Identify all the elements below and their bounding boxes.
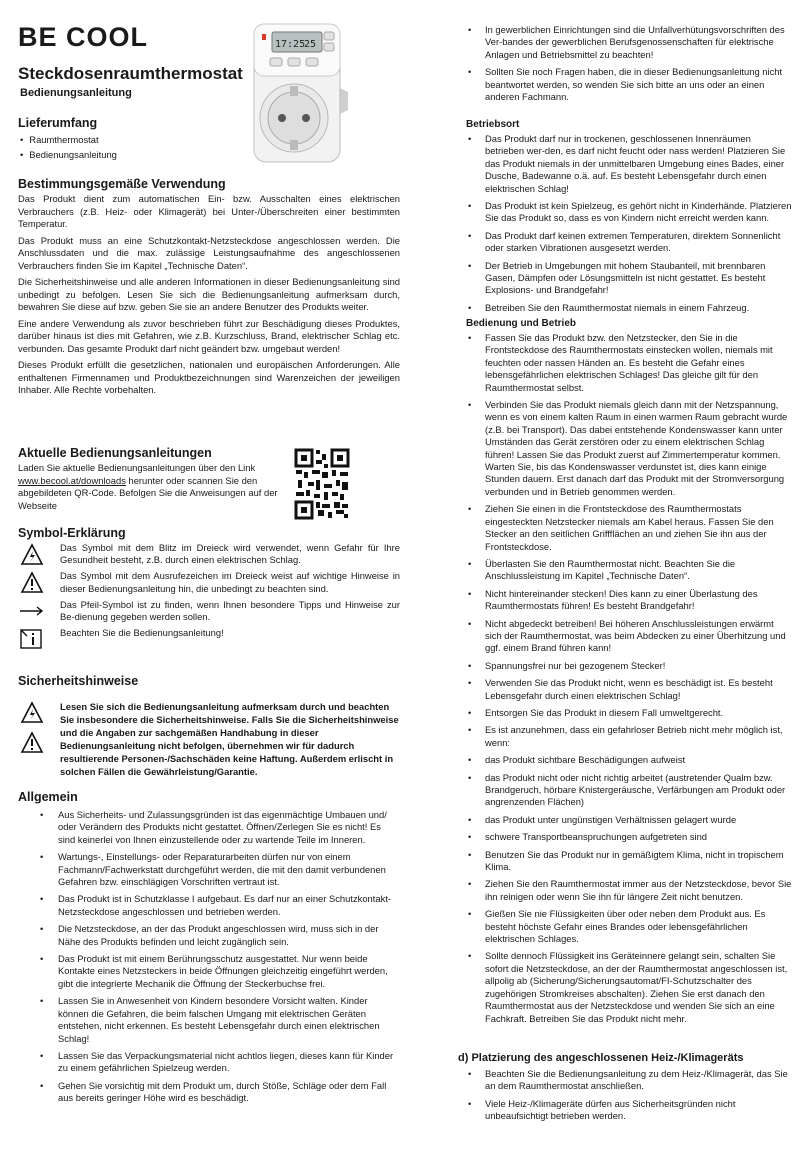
delivery-list: [18, 132, 400, 162]
symbol-description: Das Symbol mit dem Ausrufezeichen im Dreieck weist auf wichtige Hinweise in dieser Bedienungsanleitung hin, die unbedingt zu beachten sind.: [60, 570, 400, 594]
section-heading: Bestimmungsgemäße Verwendung: [18, 177, 226, 191]
section-heading: Aktuelle Bedienungsanleitungen: [18, 446, 212, 460]
list-item: • das Produkt sichtbare Beschädigungen aufweist: [458, 754, 792, 766]
paragraph: Die Sicherheitshinweise und alle anderen Informationen in dieser Bedienungsanleitung sind unbedingt zu befolgen. Lesen Sie sich die Bedienungsanleitung aufmerksam durch, bewahren Sie diese auf bzw. geben Sie sie an andere Benutzer des Produkts weiter.: [18, 276, 400, 312]
list-item: • Verbinden Sie das Produkt niemals gleich dann mit der Netzspannung, wenn es von einem kalten Raum in einen warmen Raum gebracht wurde (z.B. bei Transport). Das dabei entstehende Kondenswasser kann unter Umständen das Gerät zerstören oder zu einem elektrischen Schlag führen! Lassen Sie das Produkt zuerst auf Zimmertemperatur kommen. Warten Sie, bis das Kondenswasser verdunstet ist, dies kann einige Stunden dauern. Erst danach darf das Produkt mit der Stromversorgung verbunden und in Betrieb genommen werden.: [458, 399, 792, 498]
symbol-row: [18, 570, 400, 594]
symbol-description: Das Symbol mit dem Blitz im Dreieck wird verwendet, wenn Gefahr für Ihre Gesundheit besteht, z.B. durch einen elektrischen Schlag.: [60, 542, 400, 566]
list-item: • Nicht hintereinander stecken! Dies kann zu einer Überlastung des Raumthermostats führen! Es besteht Brandgefahr!: [458, 588, 792, 613]
paragraph: Das Produkt dient zum automatischen Ein- bzw. Ausschalten eines elektrischen Verbrauchers (z.B. Heiz- oder Klimagerät) bei Unter-/Überschreiten einer bestimmten Temperatur.: [18, 193, 400, 229]
paragraph: Eine andere Verwendung als zuvor beschrieben führt zur Beschädigung dieses Produktes, darüber hinaus ist dies mit Gefahren, wie z.B. Kurzschluss, Brand, elektrischer Schlag etc. verbunden. Das gesamte Produkt darf nicht geändert bzw. umgebaut werden!: [18, 317, 400, 354]
document-subtitle: Bedienungsanleitung: [20, 87, 132, 99]
section-operation: [458, 318, 792, 1030]
list-item: • Der Betrieb in Umgebungen mit hohem Staubanteil, mit brennbaren Gasen, Dämpfen oder Lösungsmitteln ist nicht gestattet. Es besteht Explosions- und Brandgefahr!: [458, 260, 792, 297]
arrow-right-icon: [18, 599, 60, 623]
section-current-manuals: [18, 446, 293, 516]
section-intended-use: [18, 177, 400, 401]
safety-text: Lesen Sie sich die Bedienungsanleitung aufmerksam durch und beachten Sie insbesondere die Sicherheitshinweise. Falls Sie die Sicherheitshinweise und die Angaben zur sachgemäßen Handhabung in dieser Bedienungsanleitung nicht befolgen, übernehmen wir für dadurch resultierende Personen-/Sachschäden keine Haftung. Außerdem erlischt in solchen Fällen die Gewährleistung/Garantie.: [60, 701, 399, 777]
list-item: • das Produkt nicht oder nicht richtig arbeitet (austretender Qualm bzw. Brandgeruch, hörbare Knistergeräusche, Verfärbungen am Produkt oder angrenzenden Flächen): [458, 772, 792, 809]
list-item: • Sollte dennoch Flüssigkeit ins Geräteinnere gelangt sein, schalten Sie sofort die Netzsteckdose, an der der Raumthermostat angeschlossen ist, allpolig ab (Sicherung/Sicherungsautomat/FI-Schutzschalter des zugehörigen Stromkreises abschalten). Ziehen Sie erst danach den Raumthermostat aus der Netzsteckdose und wenden Sie sich an eine Fachkraft. Betreiben Sie das Produkt nicht mehr.: [458, 950, 792, 1024]
section-operating-location: [458, 119, 792, 319]
list-item: • Wartungs-, Einstellungs- oder Reparaturarbeiten dürfen nur von einem Fachmann/Fachwerkstatt durchgeführt werden, die mit den damit verbundenen Gefahren bzw. einschlägigen Vorschriften vertraut ist.: [30, 851, 400, 888]
list-item: • In gewerblichen Einrichtungen sind die Unfallverhütungsvorschriften des Ver-bandes der gewerblichen Berufsgenossenschaften für elektrische Anlagen und Betriebsmittel zu beachten!: [458, 24, 792, 61]
list-item: • Das Produkt darf keinen extremen Temperaturen, direktem Sonnenlicht oder starken Vibrationen ausgesetzt werden.: [458, 230, 792, 255]
list-item: • Betreiben Sie den Raumthermostat niemals in einem Fahrzeug.: [458, 302, 792, 314]
symbol-row: [18, 599, 400, 623]
device-display-time: 17:25: [275, 39, 306, 50]
list-item: • Lassen Sie in Anwesenheit von Kindern besondere Vorsicht walten. Kinder können die Gefahren, die beim falschen Umgang mit elektrischen Geräten entstehen, nicht erkennen. Es besteht Lebensgefahr durch einen elektrischen Schlag!: [30, 995, 400, 1045]
section-placement: [458, 1052, 792, 1128]
lightning-warning-icon: [18, 542, 60, 566]
symbol-description: Beachten Sie die Bedienungsanleitung!: [60, 627, 224, 639]
list-item: • Überlasten Sie den Raumthermostat nicht. Beachten Sie die Anschlussleistung im Kapitel „Technische Daten“.: [458, 558, 792, 583]
list-item: • Aus Sicherheits- und Zulassungsgründen ist das eigenmächtige Umbauen und/ oder Verändern des Produkts nicht gestattet. Öffnen/Zerlegen Sie es nicht! Es sind keinerlei von Ihnen einzustellende oder zu wartende Teile im Inneren.: [30, 809, 400, 846]
section-safety: [18, 674, 400, 778]
list-item: • Das Produkt ist kein Spielzeug, es gehört nicht in Kinderhände. Platzieren Sie das Produkt so, dass es von Kindern nicht erreicht werden kann.: [458, 200, 792, 225]
symbol-row: [18, 542, 400, 566]
location-list: [458, 133, 792, 314]
section-heading: Allgemein: [18, 790, 78, 804]
list-item: • Beachten Sie die Bedienungsanleitung zu dem Heiz-/Klimagerät, das Sie an dem Raumthermostat anschließen.: [458, 1068, 792, 1093]
paragraph: Dieses Produkt erfüllt die gesetzlichen, nationalen und europäischen Anforderungen. Alle enthaltenen Firmennamen und Produktbezeichnungen sind Warenzeichen der jeweiligen Inhaber. Alle Rechte vorbehalten.: [18, 359, 400, 395]
list-item: • Gehen Sie vorsichtig mit dem Produkt um, durch Stöße, Schläge oder dem Fall aus bereits geringer Höhe wird es beschädigt.: [30, 1080, 400, 1105]
list-item: • Ziehen Sie den Raumthermostat immer aus der Netzsteckdose, bevor Sie ihn reinigen oder wenn Sie ihn für längere Zeit nicht benutzen.: [458, 878, 792, 903]
list-item: • Nicht abgedeckt betreiben! Bei höheren Anschlussleistungen erwärmt sich der Raumthermostat, was beim Abdecken zu einer Überhitzung und ggf. einem Brand führen kann!: [458, 618, 792, 655]
exclamation-warning-icon: [18, 570, 60, 594]
list-item: • Bedienungsanleitung: [18, 147, 400, 162]
exclamation-warning-icon: [18, 729, 46, 755]
text-span: Laden Sie aktuelle Bedienungsanleitungen über den Link: [18, 462, 256, 473]
section-heading: d) Platzierung des angeschlossenen Heiz-/Klimageräts: [458, 1052, 744, 1064]
operation-list: [458, 332, 792, 1025]
manual-info-icon: [18, 627, 60, 651]
section-heading: Betriebsort: [466, 119, 520, 130]
general-list: [18, 809, 400, 1105]
list-item: • Lassen Sie das Verpackungsmaterial nicht achtlos liegen, dieses kann für Kinder zu einem gefährlichen Spielzeug werden.: [30, 1050, 400, 1075]
section-symbols: [18, 526, 400, 655]
symbol-description: Das Pfeil-Symbol ist zu finden, wenn Ihnen besondere Tipps und Hinweise zur Be-dienung gegeben werden sollen.: [60, 598, 400, 623]
section-heading: Sicherheitshinweise: [18, 674, 139, 688]
list-item: • Entsorgen Sie das Produkt in diesem Fall umweltgerecht.: [458, 707, 792, 719]
list-item: • Spannungsfrei nur bei gezogenem Stecker!: [458, 660, 792, 672]
lightning-warning-icon: [18, 700, 46, 724]
section-heading: Symbol-Erklärung: [18, 526, 126, 540]
list-item: • Das Produkt ist mit einem Berührungsschutz ausgestattet. Nur wenn beide Kontakte eines Netzsteckers in beide Öffnungen gleichzeitig eingeführt werden, gibt die integrierte Mechanik die Öffnung der Steckerbuchse frei.: [30, 953, 400, 990]
list-item: • Verwenden Sie das Produkt nicht, wenn es beschädigt ist. Es besteht Lebensgefahr durch einen elektrischen Schlag!: [458, 677, 792, 702]
section-right-intro: [458, 24, 792, 108]
section-lieferumfang: [18, 116, 400, 162]
list-item: • Sollten Sie noch Fragen haben, die in dieser Bedienungsanleitung nicht beantwortet werden, so wenden Sie sich bitte an uns oder an einen anderen Fachmann.: [458, 66, 792, 103]
section-heading: Bedienung und Betrieb: [466, 318, 576, 329]
list-item: • Raumthermostat: [18, 132, 400, 147]
brand-logo: BE COOL: [18, 22, 149, 52]
symbol-row: [18, 627, 400, 651]
text-span: herunter oder scannen Sie den abgebildeten QR-Code. Befolgen Sie die Anweisungen auf der Webseite: [18, 474, 278, 511]
placement-list: [458, 1068, 792, 1123]
list-item: • schwere Transportbeanspruchungen aufgetreten sind: [458, 831, 792, 843]
section-heading: Lieferumfang: [18, 116, 98, 130]
paragraph: Das Produkt muss an eine Schutzkontakt-Netzsteckdose angeschlossen werden. Die Anschlussdaten und die max. zulässige Leistungsaufnahme des angeschlossenen Verbrauchers finden Sie im Kapitel „Technische Daten“.: [18, 234, 400, 271]
list-item: • Die Netzsteckdose, an der das Produkt angeschlossen wird, muss sich in der Nähe des Produkts befinden und leicht zugänglich sein.: [30, 923, 400, 948]
list-item: • Das Produkt ist in Schutzklasse I aufgebaut. Es darf nur an einer Schutzkontakt-Netzsteckdose angeschlossen und betrieben werden.: [30, 893, 400, 918]
list-item: • Gießen Sie nie Flüssigkeiten über oder neben dem Produkt aus. Es besteht höchste Gefahr eines Brandes oder lebensgefährlichen elektrischen Schlages.: [458, 908, 792, 945]
downloads-link[interactable]: www.becool.at/downloads: [18, 474, 126, 486]
list-item: • Es ist anzunehmen, dass ein gefahrloser Betrieb nicht mehr möglich ist, wenn:: [458, 724, 792, 749]
device-display-temp: 25: [304, 39, 317, 50]
list-item: • das Produkt unter ungünstigen Verhältnissen gelagert wurde: [458, 814, 792, 826]
qr-code-image[interactable]: [294, 448, 350, 520]
intro-list: [458, 24, 792, 103]
list-item: • Das Produkt darf nur in trockenen, geschlossenen Innenräumen betrieben wer-den, es darf nicht feucht oder nass werden! Platzieren Sie das Produkt niemals in der unmittelbaren Umgebung eines Bades, einer Dusche, Badewanne o.ä. auf. Es besteht Lebensgefahr durch einen elektrischen Schlag!: [458, 133, 792, 195]
safety-warning: [18, 700, 400, 778]
paragraph: [18, 462, 293, 512]
section-general: [18, 790, 400, 1110]
list-item: • Ziehen Sie einen in die Frontsteckdose des Raumthermostats eingesteckten Netzstecker niemals am Kabel heraus. Fassen Sie den Stecker an den seitlichen Griffflächen an und ziehen Sie ihn aus der Frontsteckdose.: [458, 503, 792, 553]
document-title: Steckdosenraumthermostat: [18, 64, 243, 83]
list-item: • Benutzen Sie das Produkt nur in gemäßigtem Klima, nicht in tropischem Klima.: [458, 849, 792, 874]
warning-icon-group: [18, 700, 60, 778]
list-item: • Fassen Sie das Produkt bzw. den Netzstecker, den Sie in die Frontsteckdose des Raumthermostats einstecken wollen, niemals mit feuchten oder nassen Händen an. Es besteht die Gefahr eines lebensgefährlichen elektrischen Schlages! Das gleiche gilt für den Raumthermostat selbst.: [458, 332, 792, 394]
list-item: • Viele Heiz-/Klimageräte dürfen aus Sicherheitsgründen nicht unbeaufsichtigt betrieben werden.: [458, 1098, 792, 1123]
